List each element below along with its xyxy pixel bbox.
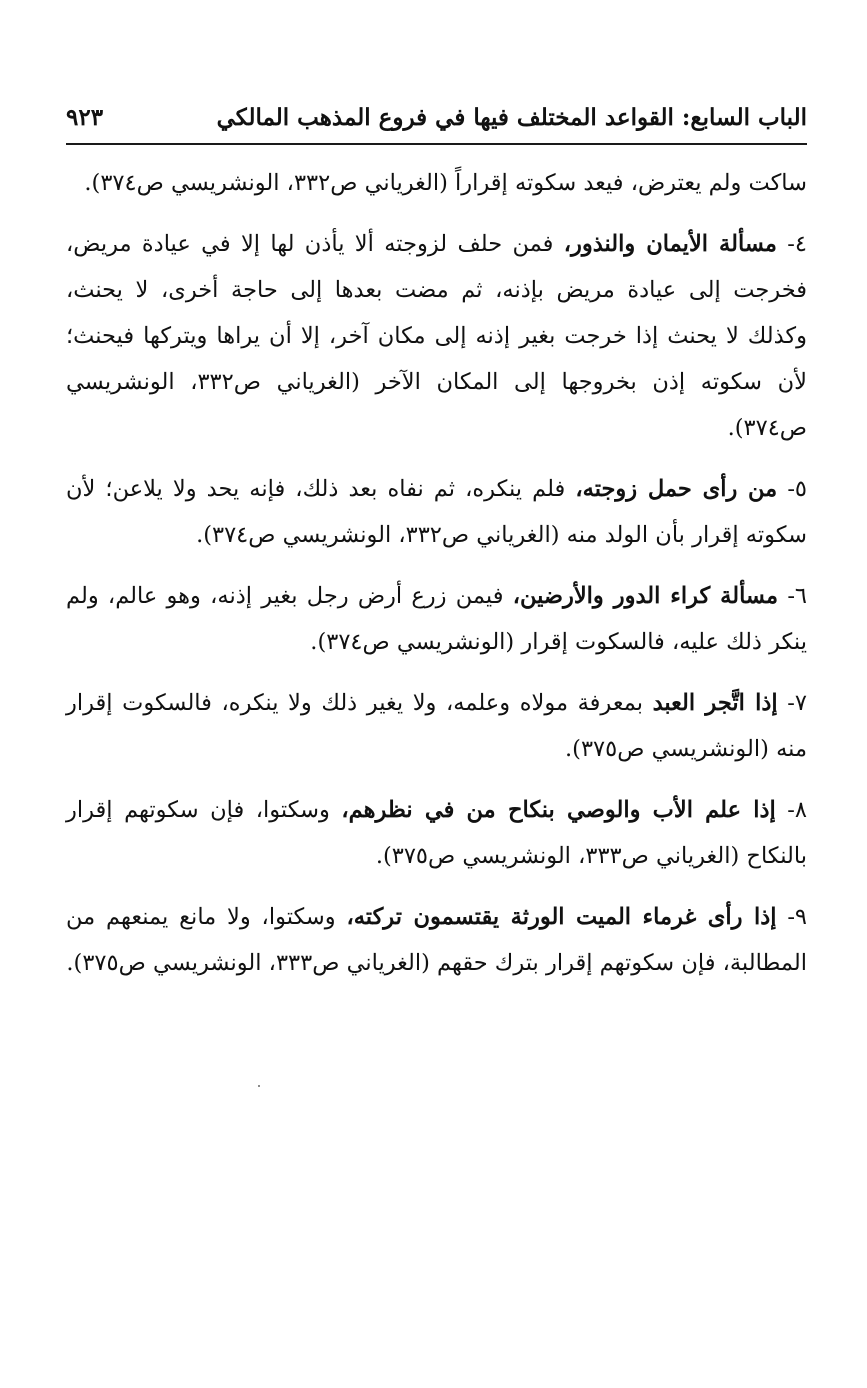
paragraph-text: وسكتوا، ولا مانع يمنعهم من المطالبة، فإن سكوتهم إقرار بترك حقهم (الغرياني ص٣٣٣، الونشريسي ص٣٧٥). bbox=[66, 904, 807, 976]
item-number: ٨- bbox=[787, 797, 807, 823]
item-number: ٦- bbox=[787, 583, 808, 609]
item-number: ٩- bbox=[787, 904, 808, 930]
paragraph-item-7 bbox=[66, 680, 807, 772]
paragraph-item-9 bbox=[66, 894, 807, 986]
paragraph-item-8 bbox=[66, 787, 807, 879]
item-heading: إذا علم الأب والوصي بنكاح من في نظرهم، bbox=[341, 797, 776, 823]
item-heading: مسألة كراء الدور والأرضين، bbox=[512, 583, 779, 609]
paragraph-text: بمعرفة مولاه وعلمه، ولا يغير ذلك ولا ينكره، فالسكوت إقرار منه (الونشريسي ص٣٧٥). bbox=[66, 690, 807, 762]
item-heading: إذا رأى غرماء الميت الورثة يقتسمون تركته، bbox=[346, 904, 777, 930]
item-number: ٤- bbox=[787, 231, 807, 257]
paragraph-text: فلم ينكره، ثم نفاه بعد ذلك، فإنه يحد ولا يلاعن؛ لأن سكوته إقرار بأن الولد منه (الغرياني ص٣٣٢، الونشريسي ص٣٧٤). bbox=[66, 476, 807, 548]
paragraph-text: فمن حلف لزوجته ألا يأذن لها إلا في عيادة مريض، فخرجت إلى عيادة مريض بإذنه، ثم مضت بعدها إلى حاجة أخرى، لا يحنث، وكذلك لا يحنث إذا خرجت بغير إذنه إلى مكان آخر، إلا أن يراها ويتركها فيحنث؛ لأن سكوته إذن بخروجها إلى المكان الآخر (الغرياني ص٣٣٢، الونشريسي ص٣٧٤). bbox=[66, 231, 807, 441]
item-heading: مسألة الأيمان والنذور، bbox=[563, 231, 777, 257]
header-divider bbox=[66, 143, 807, 145]
paragraph-item-5 bbox=[66, 466, 807, 558]
scan-speck bbox=[258, 1085, 260, 1087]
chapter-title: الباب السابع: القواعد المختلف فيها في فروع المذهب المالكي bbox=[216, 104, 807, 131]
item-heading: إذا اتَّجر العبد bbox=[652, 690, 778, 716]
paragraph-text: ساكت ولم يعترض، فيعد سكوته إقراراً (الغرياني ص٣٣٢، الونشريسي ص٣٧٤). bbox=[84, 170, 807, 196]
paragraph-text: وسكتوا، فإن سكوتهم إقرار بالنكاح (الغرياني ص٣٣٣، الونشريسي ص٣٧٥). bbox=[66, 797, 807, 869]
paragraph-item-6 bbox=[66, 573, 807, 665]
paragraph-text: فيمن زرع أرض رجل بغير إذنه، وهو عالم، ولم ينكر ذلك عليه، فالسكوت إقرار (الونشريسي ص٣٧٤). bbox=[66, 583, 807, 655]
item-heading: من رأى حمل زوجته، bbox=[575, 476, 778, 502]
page-number: ٩٢٣ bbox=[66, 104, 104, 131]
paragraph-item-4 bbox=[66, 221, 807, 451]
running-header bbox=[66, 100, 807, 140]
item-number: ٧- bbox=[787, 690, 807, 716]
main-text bbox=[66, 160, 807, 1001]
paragraph-continuation bbox=[66, 160, 807, 206]
item-number: ٥- bbox=[787, 476, 808, 502]
